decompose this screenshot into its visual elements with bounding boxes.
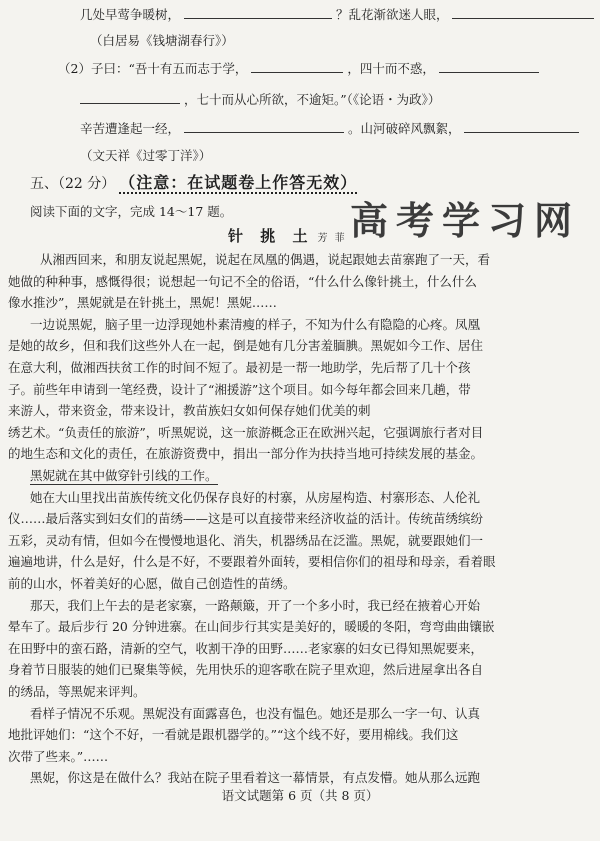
- notice-text: （注意：在试题卷上作答无效）: [119, 173, 358, 192]
- article-line: 来游人，带来资金，带来设计，教苗族妇女如何保存她们优美的刺: [8, 403, 371, 419]
- article-line: 晕车了。最后步行 20 分钟进寨。在山间步行其实是美好的，暖暖的冬阳，弯弯曲曲镶嵌: [8, 619, 495, 635]
- article-line: 那天，我们上午去的是老家寨，一路颠簸，开了一个多小时，我已经在掖着心开始: [30, 597, 481, 613]
- article-line: 黑妮就在其中做穿针引线的工作。: [30, 468, 218, 483]
- article-line: 一边说黑妮，脑子里一边浮现她朴素清瘦的样子，不知为什么有隐隐的心疼。凤凰: [30, 316, 481, 332]
- article-author: 芳 菲: [317, 233, 347, 244]
- article-line: 黑妮，你这是在做什么？我站在院子里看着这一幕情景，有点发懵。她从那么远跑: [30, 770, 481, 786]
- article-line: 前的山水，怀着美好的心愿，做自己创造性的苗绣。: [8, 576, 296, 591]
- article-line: 遍遍地讲，什么是好，什么是不好，不要跟着外面转，要相信你们的祖母和母亲，看着眼: [8, 554, 496, 570]
- article-line: 仪……最后落实到妇女们的苗绣——这是可以直接带来经济收益的活计。传统苗绣缤纷: [8, 511, 484, 527]
- answer-blank[interactable]: [464, 120, 579, 133]
- poem-text: ？乱花渐欲迷人眼，: [335, 7, 449, 22]
- article-line: 次带了些来。”……: [8, 748, 109, 764]
- poem-line-4: [80, 91, 440, 108]
- answer-blank[interactable]: [251, 60, 343, 73]
- article-line: 她在大山里找出苗族传统文化仍保存良好的村寨，从房屋构造、村寨形态、人伦礼: [30, 489, 481, 505]
- article-line: 绣艺术。“负责任的旅游”，听黑妮说，这一旅游概念正在欧洲兴起，它强调旅行者对目: [8, 424, 484, 440]
- answer-blank[interactable]: [184, 120, 344, 133]
- answer-blank[interactable]: [452, 6, 594, 19]
- article-line: 她做的种种事，感慨得很；说想起一句记不全的俗语，“什么什么像针挑土，什么什么: [8, 273, 477, 289]
- article-line: 是她的故乡，但和我们这些外人在一起，倒是她有几分害羞腼腆。黑妮如今工作、居住: [8, 338, 484, 354]
- article-title-row: [228, 228, 347, 247]
- poem-text: 。山河破碎风飘絮，: [347, 121, 461, 136]
- article-line: 的地生态和文化的责任，在旅游资费中，捐出一部分作为扶持当地可持续发展的基金。: [8, 446, 484, 462]
- article-line: 地批评她们：“这个不好，一看就是跟机器学的。”“这个线不好，要用棉线。我们这: [8, 727, 459, 743]
- instruction: 阅读下面的文字，完成 14～17 题。: [30, 204, 233, 219]
- section-label: 五、（22 分）: [30, 176, 116, 192]
- poem-text: 辛苦遭逢起一经，: [80, 121, 181, 136]
- poem-text: （2）子曰：“吾十有五而志于学，: [58, 61, 248, 76]
- poem-line-1: [80, 6, 594, 23]
- article-line: 五彩，灵动有情，但如今在慢慢地退化、消失，机器绣品在泛滥。黑妮，就要跟她们一: [8, 532, 484, 548]
- answer-blank[interactable]: [184, 6, 332, 19]
- article-line: 看样子情况不乐观。黑妮没有面露喜色，也没有愠色。她还是那么一字一句、认真: [30, 705, 481, 721]
- article-line: 在意大利，做湘西扶贫工作的时间不短了。最初是一帮一地助学，先后帮了几十个孩: [8, 360, 471, 375]
- answer-blank[interactable]: [80, 91, 180, 104]
- article-line: 的绣品，等黑妮来评判。: [8, 684, 146, 699]
- page-footer: 语文试题第 6 页（共 8 页）: [221, 788, 379, 803]
- article-line: 从湘西回来，和朋友说起黑妮，说起在凤凰的偶遇，说起跟她去苗寨跑了一天，看: [40, 252, 491, 267]
- article-title: 针 挑 土: [228, 227, 314, 245]
- poem-text: ，七十而从心所欲，不逾矩。”（《论语・为政》）: [183, 92, 441, 107]
- watermark: 高考学习网: [349, 199, 580, 243]
- article-line: 身着节日服装的她们已聚集等候，先用快乐的迎客歌在院子里欢迎，然后进屋拿出各自: [8, 662, 484, 678]
- section-header: [30, 172, 357, 195]
- article-line: 像水推沙”，黑妮就是在针挑土，黑妮！黑妮……: [8, 295, 277, 311]
- article-line: 在田野中的蛮石路，清新的空气，收割干净的田野……老家寨的妇女已得知黑妮要来，: [8, 640, 484, 656]
- poem-text: 几处早莺争暖树，: [80, 7, 181, 22]
- answer-blank[interactable]: [439, 60, 539, 73]
- article-line: 子。前些年申请到一笔经费，设计了“湘援游”这个项目。如今每年都会回来几趟，带: [8, 381, 471, 397]
- poem-line-3: [58, 60, 539, 77]
- poem-source-2: （文天祥《过零丁洋》）: [80, 148, 212, 163]
- poem-line-5: [80, 120, 579, 137]
- poem-source-1: （白居易《钱塘湖春行》）: [90, 33, 234, 48]
- poem-text: ，四十而不惑，: [347, 61, 435, 76]
